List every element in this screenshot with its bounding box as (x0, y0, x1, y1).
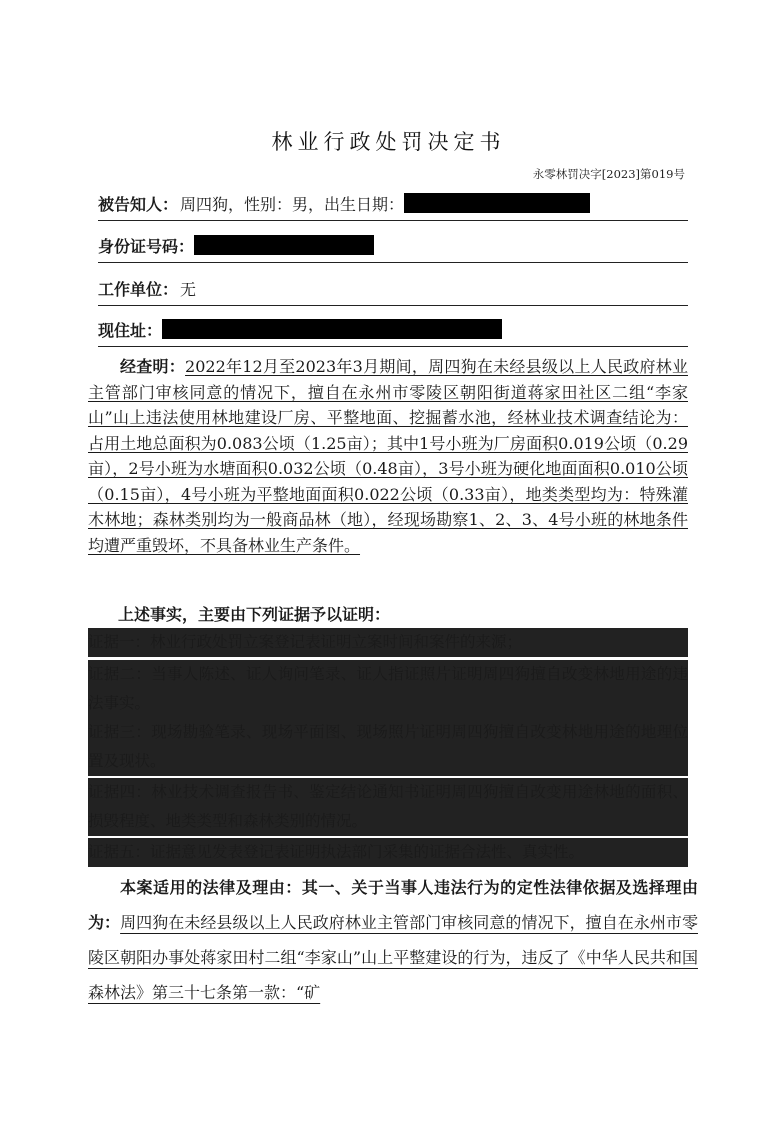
address-field (98, 318, 688, 347)
redacted-birthdate (404, 193, 590, 213)
evidence-2: 证据二：当事人陈述、证人询问笔录、证人指证照片证明周四狗擅自改变林地用途的违法事实。 (88, 665, 688, 712)
id-number-field (98, 234, 688, 263)
law-text: 周四狗在未经县级以上人民政府林业主管部门审核同意的情况下，擅自在永州市零陵区朝阳办事处蒋家田村二组“李家山”山上平整建设的行为，违反了《中华人民共和国森林法》第三十七条第一款：“矿 (88, 913, 698, 1002)
document-title: 林业行政处罚决定书 (271, 130, 506, 154)
findings-text: 2022年12月至2023年3月期间，周四狗在未经县级以上人民政府林业主管部门审核同意的情况下，擅自在永州市零陵区朝阳街道蒋家田社区二组“李家山”山上违法使用林地建设厂房、平整地面、挖掘蓄水池，经林业技术调查结论为：占用土地总面积为0.083公顷（1.25亩）；其中1号小班为厂房面积0.019公顷（0.29亩），2号小班为水塘面积0.032公顷（0.48亩），3号小班为硬化地面面积0.010公顷（0.15亩），4号小班为平整地面面积0.022公顷（0.33亩），地类类型均为：特殊灌木林地；森林类别均为一般商品林（地），经现场勘察1、2、3、4号小班的林地条件均遭严重毁坏，不具备林业生产条件。 (88, 357, 688, 555)
evidence-4: 证据四：林业技术调查报告书、鉴定结论通知书证明周四狗擅自改变用途林地的面积、损毁程度、地类类型和森林类别的情况。 (88, 783, 688, 830)
respondent-label: 被告知人： (98, 195, 179, 214)
evidence-item (88, 778, 688, 836)
employer-field (98, 277, 688, 306)
evidence-heading: 上述事实，主要由下列证据予以证明： (118, 605, 391, 624)
evidence-item (88, 660, 688, 718)
redacted-address (162, 319, 502, 339)
evidence-item (88, 838, 688, 867)
redacted-id-number (194, 235, 374, 255)
findings-paragraph (88, 354, 688, 558)
respondent-value: 周四狗，性别：男，出生日期： (180, 195, 405, 214)
law-paragraph (88, 870, 698, 1010)
evidence-item (88, 718, 688, 776)
law-lead: 本案适用的法律及理由：其一、关于当事人违法行为的定性法律依据及选择理由为： (88, 878, 698, 932)
id-number-label: 身份证号码： (98, 237, 195, 256)
evidence-1: 证据一：林业行政处罚立案登记表证明立案时间和案件的来源； (88, 633, 523, 651)
findings-lead: 经查明： (120, 357, 186, 376)
employer-value: 无 (180, 280, 197, 299)
evidence-item (88, 628, 688, 657)
document-number: 永零林罚决字[2023]第019号 (532, 167, 685, 181)
employer-label: 工作单位： (98, 280, 179, 299)
evidence-3: 证据三：现场勘验笔录、现场平面图、现场照片证明周四狗擅自改变林地用途的地理位置及现状。 (88, 723, 688, 770)
address-label: 现住址： (98, 321, 163, 340)
respondent-field (98, 192, 688, 221)
evidence-5: 证据五：证据意见发表登记表证明执法部门采集的证据合法性、真实性。 (88, 843, 585, 861)
